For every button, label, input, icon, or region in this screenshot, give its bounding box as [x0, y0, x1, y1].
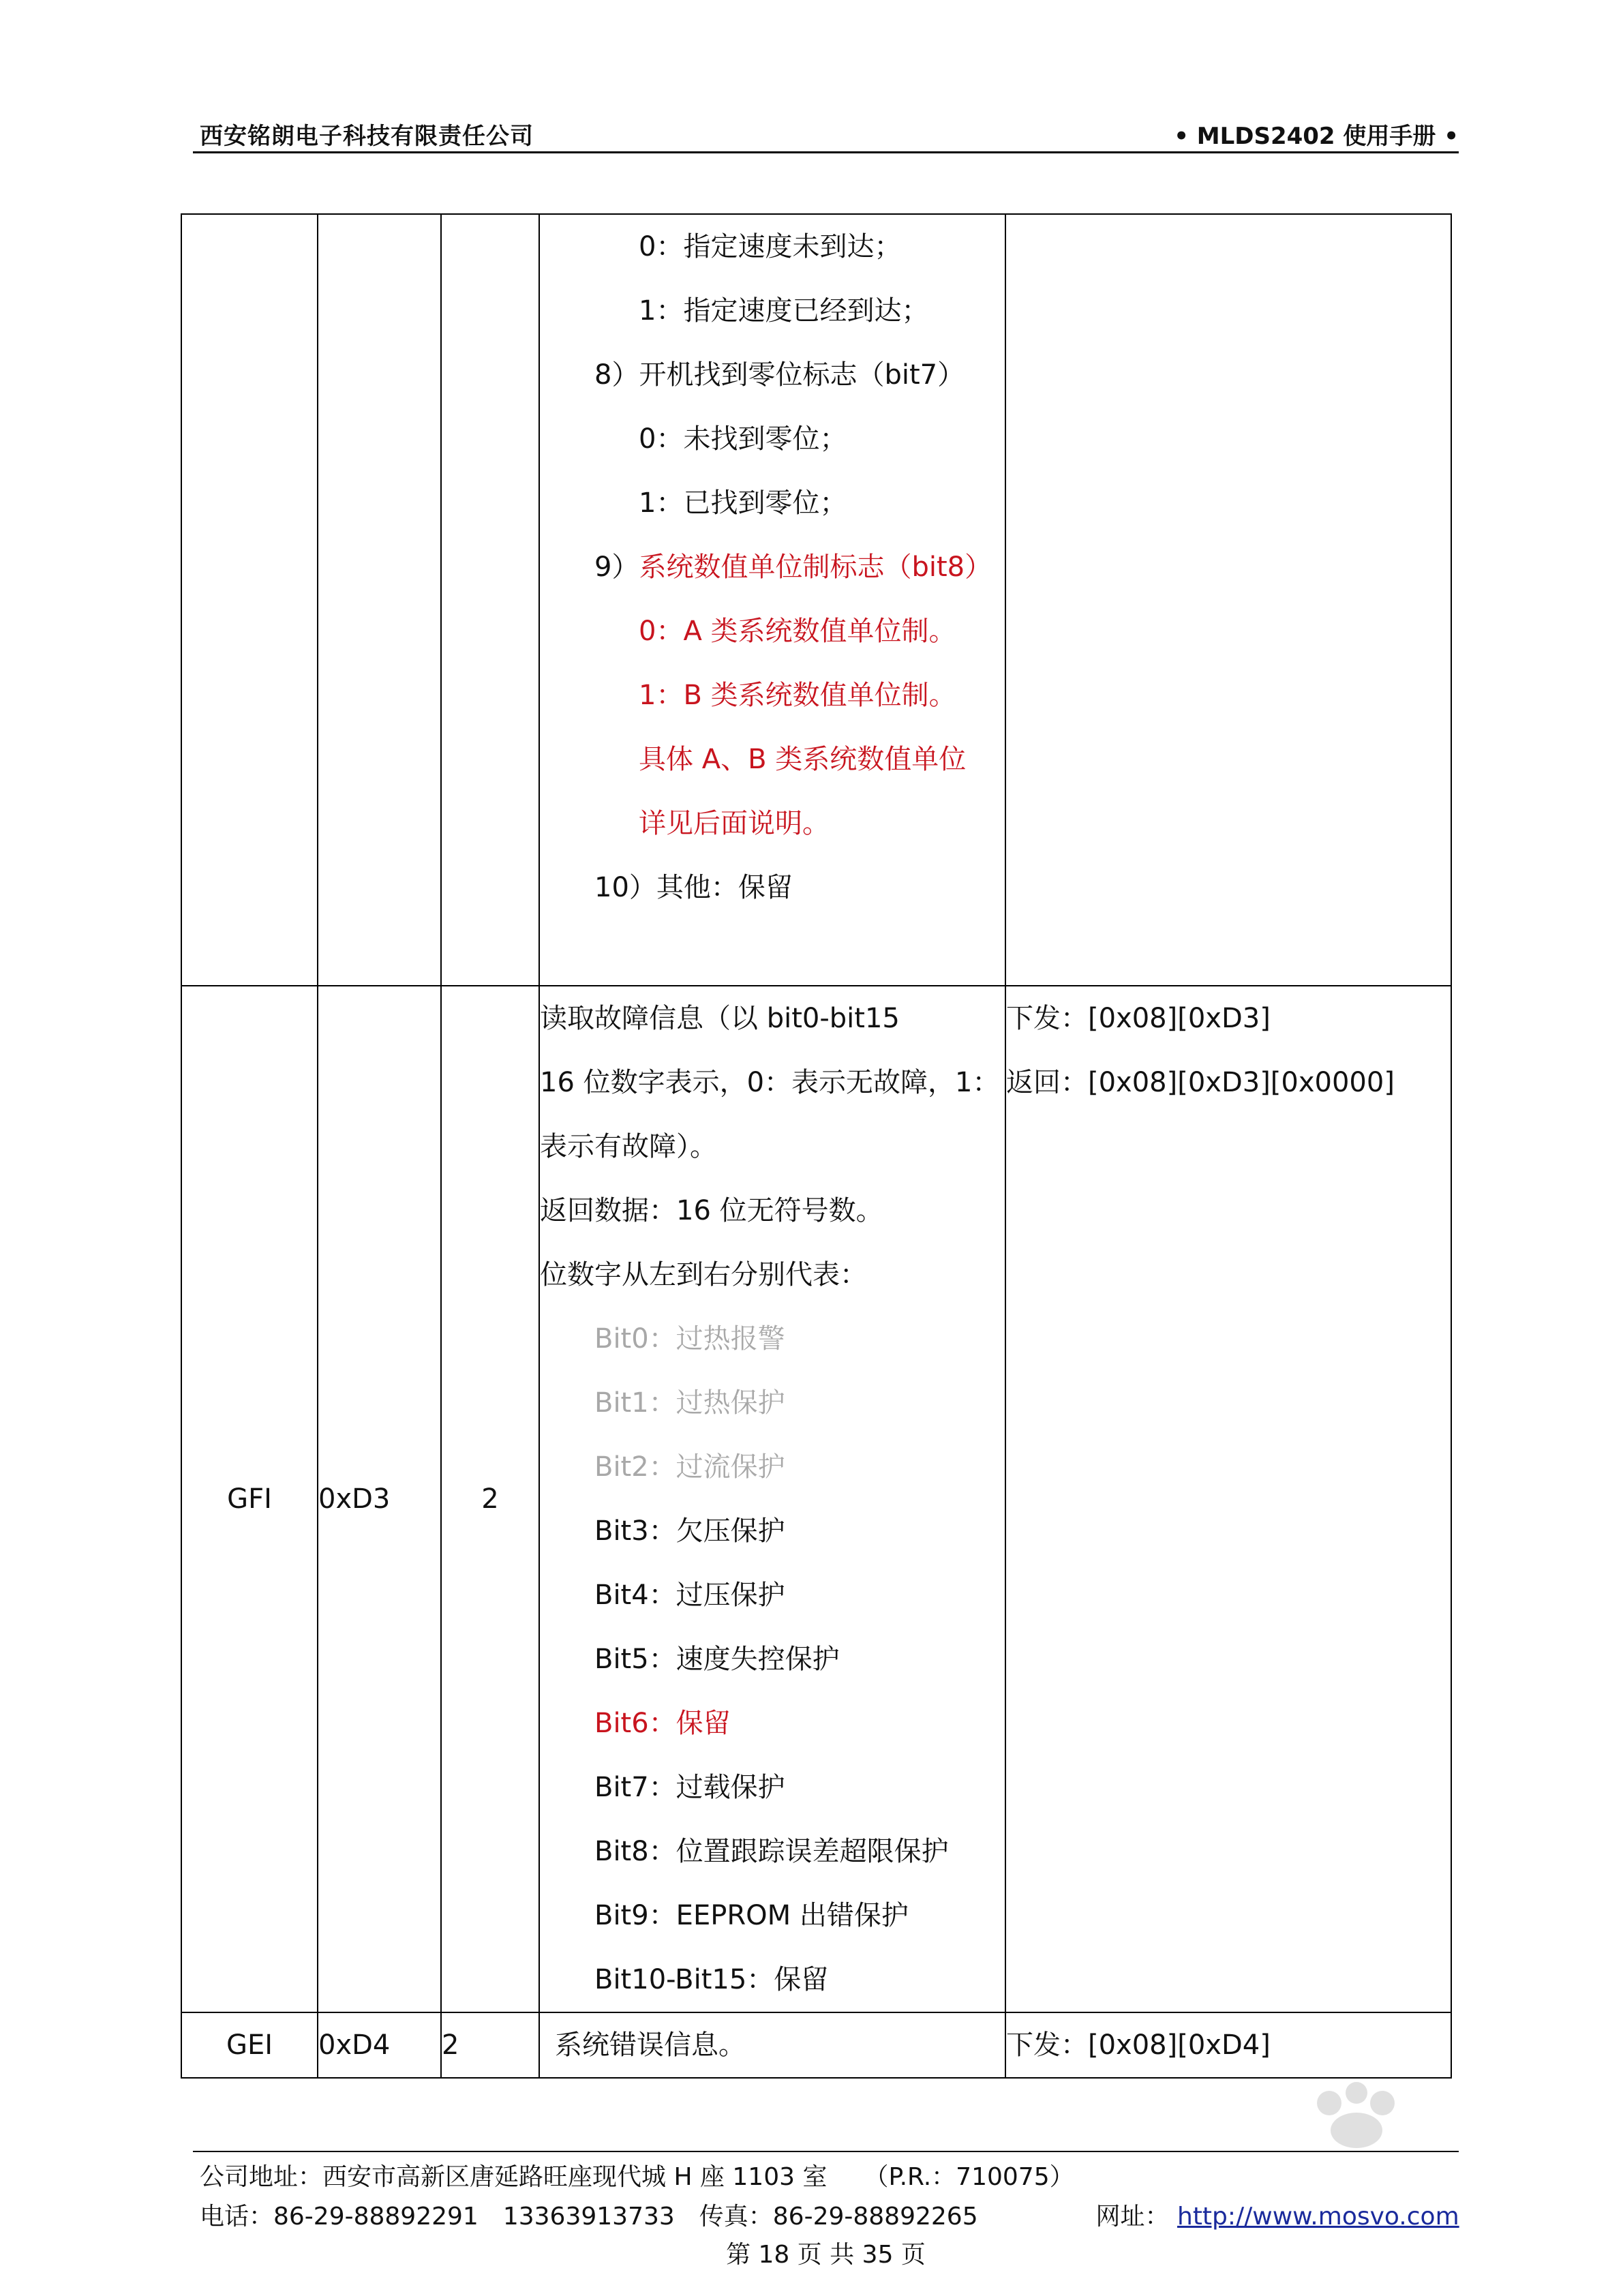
desc-line: 返回数据：16 位无符号数。 — [540, 1195, 883, 1226]
page-number: 第 18 页 共 35 页 — [726, 2241, 926, 2269]
desc-line: Bit5：速度失控保护 — [594, 1644, 840, 1675]
desc-line: Bit9：EEPROM 出错保护 — [594, 1900, 909, 1931]
page-footer — [193, 2151, 1459, 2269]
cmd-length-cell — [441, 214, 539, 986]
desc-line — [540, 535, 1005, 599]
cmd-name-cell: GFI — [181, 986, 318, 2012]
desc-line: Bit6：保留 — [594, 1708, 731, 1739]
manual-title: • MLDS2402 使用手册 • — [1174, 123, 1459, 150]
desc-line: 系统错误信息。 — [555, 2029, 746, 2061]
desc-line: Bit8：位置跟踪误差超限保护 — [594, 1836, 949, 1867]
cmd-length-cell: 2 — [441, 986, 539, 2012]
cmd-length-cell: 2 — [441, 2012, 539, 2078]
desc-line: Bit1：过热保护 — [594, 1387, 785, 1419]
desc-line: Bit10-Bit15：保留 — [594, 1964, 829, 1995]
page-header — [193, 109, 1459, 153]
desc-line: Bit2：过流保护 — [594, 1451, 785, 1483]
phone-fax: 电话：86-29-88892291 13363913733 传真：86-29-88892265 — [200, 2203, 978, 2231]
desc-line: Bit3：欠压保护 — [594, 1515, 785, 1547]
desc-line: 1：指定速度已经到达； — [639, 295, 929, 327]
desc-line: 读取故障信息（以 bit0-bit15 — [540, 1003, 900, 1034]
desc-prefix: 9） — [594, 552, 639, 583]
desc-line: Bit7：过载保护 — [594, 1772, 785, 1803]
cmd-code-cell: 0xD3 — [318, 986, 441, 2012]
company-name: 西安铭朗电子科技有限责任公司 — [200, 123, 534, 150]
table-row — [181, 214, 1451, 986]
cmd-name-cell: GEI — [181, 2012, 318, 2078]
cmd-description-cell — [539, 986, 1005, 2012]
cmd-send-line: 下发：[0x08][0xD3] — [1006, 1003, 1271, 1034]
desc-line: 详见后面说明。 — [639, 808, 830, 839]
cmd-code-cell — [318, 214, 441, 986]
desc-line: 10）其他：保留 — [594, 872, 793, 903]
cmd-name-cell — [181, 214, 318, 986]
cmd-example-cell — [1005, 214, 1451, 986]
cmd-description-cell — [539, 2012, 1005, 2078]
table-row — [181, 986, 1451, 2012]
desc-line: 16 位数字表示，0：表示无故障，1： — [540, 1067, 1000, 1098]
desc-line: Bit0：过热报警 — [594, 1323, 785, 1355]
desc-line: 0：未找到零位； — [639, 423, 847, 455]
cmd-example-cell — [1005, 986, 1451, 2012]
cmd-code-cell: 0xD4 — [318, 2012, 441, 2078]
desc-line: 0：指定速度未到达； — [639, 231, 902, 262]
desc-line: 表示有故障）。 — [540, 1131, 717, 1162]
cmd-return-line: 返回：[0x08][0xD3][0x0000] — [1006, 1067, 1395, 1098]
website-link[interactable]: http://www.mosvo.com — [1177, 2203, 1459, 2231]
desc-line: 位数字从左到右分别代表： — [540, 1259, 867, 1290]
desc-line: Bit4：过压保护 — [594, 1580, 785, 1611]
contact-line — [200, 2197, 1459, 2232]
desc-line: 1：已找到零位； — [639, 487, 847, 519]
desc-line: 8）开机找到零位标志（bit7） — [594, 359, 965, 391]
cmd-description-cell — [539, 214, 1005, 986]
watermark-logo — [1125, 2066, 1534, 2216]
cmd-send-line: 下发：[0x08][0xD4] — [1006, 2029, 1271, 2061]
desc-red-text: 系统数值单位制标志（bit8） — [639, 552, 992, 583]
website-label: 网址： — [1095, 2203, 1170, 2231]
company-address: 公司地址：西安市高新区唐延路旺座现代城 H 座 1103 室 （P.R.：710075） — [200, 2163, 1074, 2191]
desc-line: 1：B 类系统数值单位制。 — [639, 680, 956, 711]
desc-line: 具体 A、B 类系统数值单位 — [639, 744, 967, 775]
desc-line: 0：A 类系统数值单位制。 — [639, 616, 956, 647]
command-table — [181, 213, 1452, 2079]
